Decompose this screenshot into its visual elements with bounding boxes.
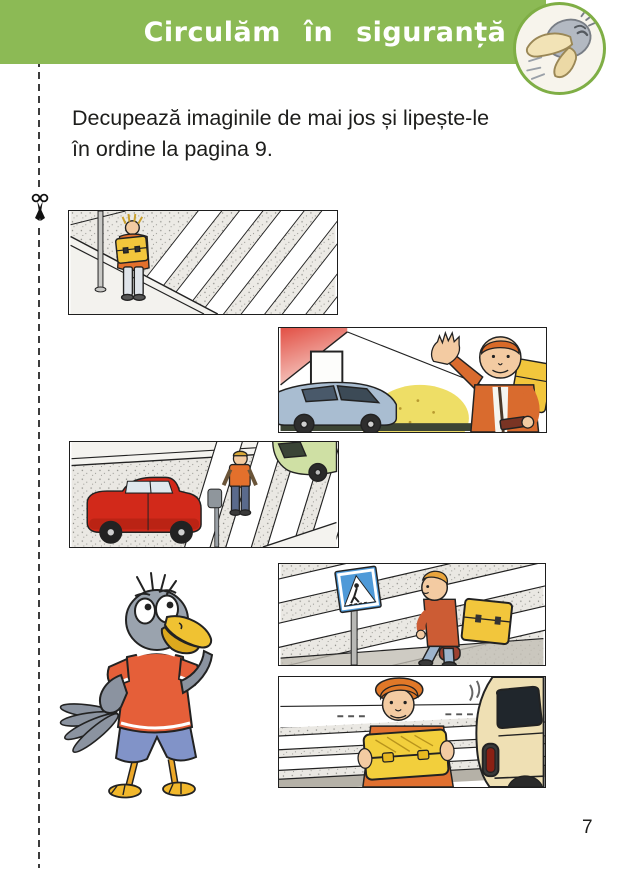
page-title: Circulăm în siguranță (143, 16, 507, 48)
header-banner (0, 0, 546, 64)
scissors-icon (27, 190, 53, 224)
panel-5-boy-satchel (278, 676, 546, 788)
instruction-line-2: în ordine la pagina 9. (72, 137, 273, 161)
head (126, 573, 211, 653)
panel-4-boy-to-crossing (278, 563, 546, 666)
page-number: 7 (582, 817, 593, 838)
mascot-badge (513, 2, 606, 95)
panel-2-boy-waving (278, 327, 547, 433)
instruction-text (72, 103, 562, 165)
panel-1-crossing-wait (68, 210, 338, 315)
panel-3-car-stopped (69, 441, 339, 548)
cut-line (38, 0, 40, 868)
car-blue (279, 382, 396, 432)
instruction-line-1: Decupează imaginile de mai jos și lipește-le (72, 106, 490, 130)
legs (109, 759, 195, 798)
crow-mascot (55, 565, 265, 815)
crow-head-icon (516, 5, 603, 92)
